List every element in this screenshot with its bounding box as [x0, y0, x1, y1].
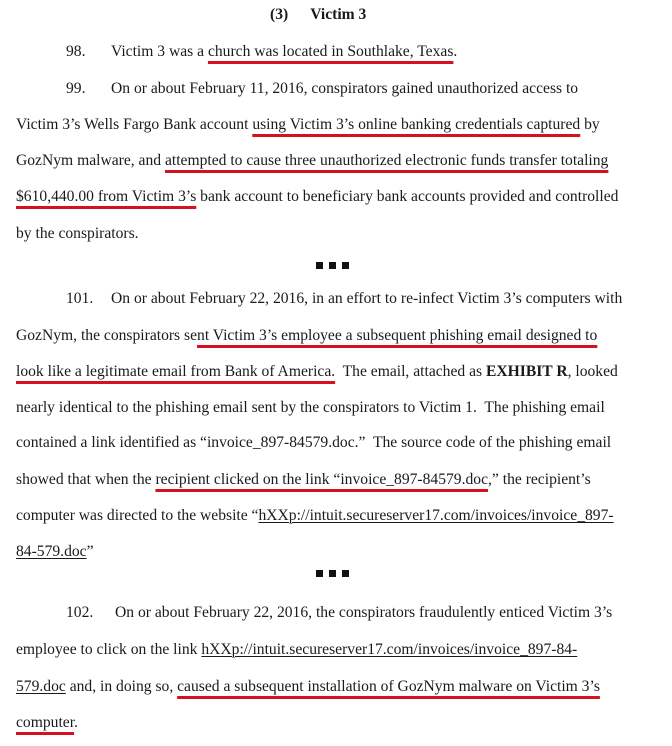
url-link[interactable]: hXXp://intuit.secureserver17.com/invoices/invoice_897-84-: [201, 641, 578, 658]
paragraph-101-line-6: showed that when the recipient clicked on the link “invoice_897-84579.doc,” the recipient’s: [16, 471, 591, 488]
paragraph-102-line-4: computer.: [16, 714, 78, 731]
url-link[interactable]: hXXp://intuit.secureserver17.com/invoices/invoice_897-: [258, 507, 614, 524]
highlight-underline: using Victim 3’s online banking credentials captured: [252, 116, 581, 133]
paragraph-101-line-1: On or about February 22, 2016, in an effort to re-infect Victim 3’s computers with: [111, 290, 623, 307]
paragraph-101-line-2: GozNym, the conspirators sent Victim 3’s employee a subsequent phishing email designed to: [16, 327, 598, 344]
section-number: (3): [270, 6, 289, 23]
paragraph-102-line-3: 579.doc and, in doing so, caused a subsequent installation of GozNym malware on Victim 3’s: [16, 678, 600, 695]
paragraph-102-line-2: employee to click on the link hXXp://intuit.secureserver17.com/invoices/invoice_897-84-: [16, 641, 578, 658]
highlight-underline: look like a legitimate email from Bank of America.: [16, 363, 336, 380]
paragraph-98-line-1: Victim 3 was a church was located in Southlake, Texas.: [111, 43, 458, 60]
paragraph-101-line-8: 84-579.doc”: [16, 543, 94, 560]
paragraph-101-line-7: computer was directed to the website “hXXp://intuit.secureserver17.com/invoices/invoice_897-: [16, 507, 614, 524]
paragraph-99-line-1: On or about February 11, 2016, conspirators gained unauthorized access to: [111, 80, 579, 97]
paragraph-98-number: 98.: [66, 43, 86, 60]
highlight-underline: $610,440.00 from Victim 3’s: [16, 188, 197, 205]
section-heading: [270, 6, 366, 24]
url-link-continued[interactable]: 579.doc: [16, 678, 66, 695]
paragraph-101-number: 101.: [66, 290, 94, 307]
paragraph-99-line-3: GozNym malware, and attempted to cause three unauthorized electronic funds transfer totaling: [16, 152, 609, 169]
highlight-underline: nt Victim 3’s employee a subsequent phishing email designed to: [197, 327, 598, 344]
paragraph-101-line-4: nearly identical to the phishing email sent by the conspirators to Victim 1. The phishing email: [16, 399, 605, 416]
omission-ellipsis: [316, 570, 349, 577]
paragraph-99-line-5: by the conspirators.: [16, 225, 139, 242]
url-link-continued[interactable]: 84-579.doc: [16, 543, 87, 560]
highlight-underline: recipient clicked on the link “invoice_897-84579.doc: [155, 471, 489, 488]
highlight-underline: caused a subsequent installation of GozNym malware on Victim 3’s: [177, 678, 600, 695]
highlight-underline: church was located in Southlake, Texas: [207, 43, 454, 60]
paragraph-99-line-2: Victim 3’s Wells Fargo Bank account using Victim 3’s online banking credentials captured by: [16, 116, 600, 133]
highlight-underline: attempted to cause three unauthorized electronic funds transfer totaling: [164, 152, 609, 169]
section-title: Victim 3: [310, 6, 367, 23]
paragraph-101-line-3: look like a legitimate email from Bank of America. The email, attached as EXHIBIT R, looked: [16, 363, 618, 380]
exhibit-reference: EXHIBIT R: [485, 363, 568, 380]
highlight-underline: computer: [16, 714, 75, 731]
paragraph-102-number: 102.: [66, 604, 94, 621]
omission-ellipsis: [316, 262, 349, 269]
paragraph-101-line-5: contained a link identified as “invoice_897-84579.doc.” The source code of the phishing email: [16, 434, 612, 451]
paragraph-99-number: 99.: [66, 80, 86, 97]
paragraph-99-line-4: $610,440.00 from Victim 3’s bank account to beneficiary bank accounts provided and controlled: [16, 188, 619, 205]
paragraph-102-line-1: On or about February 22, 2016, the conspirators fraudulently enticed Victim 3’s: [115, 604, 613, 621]
